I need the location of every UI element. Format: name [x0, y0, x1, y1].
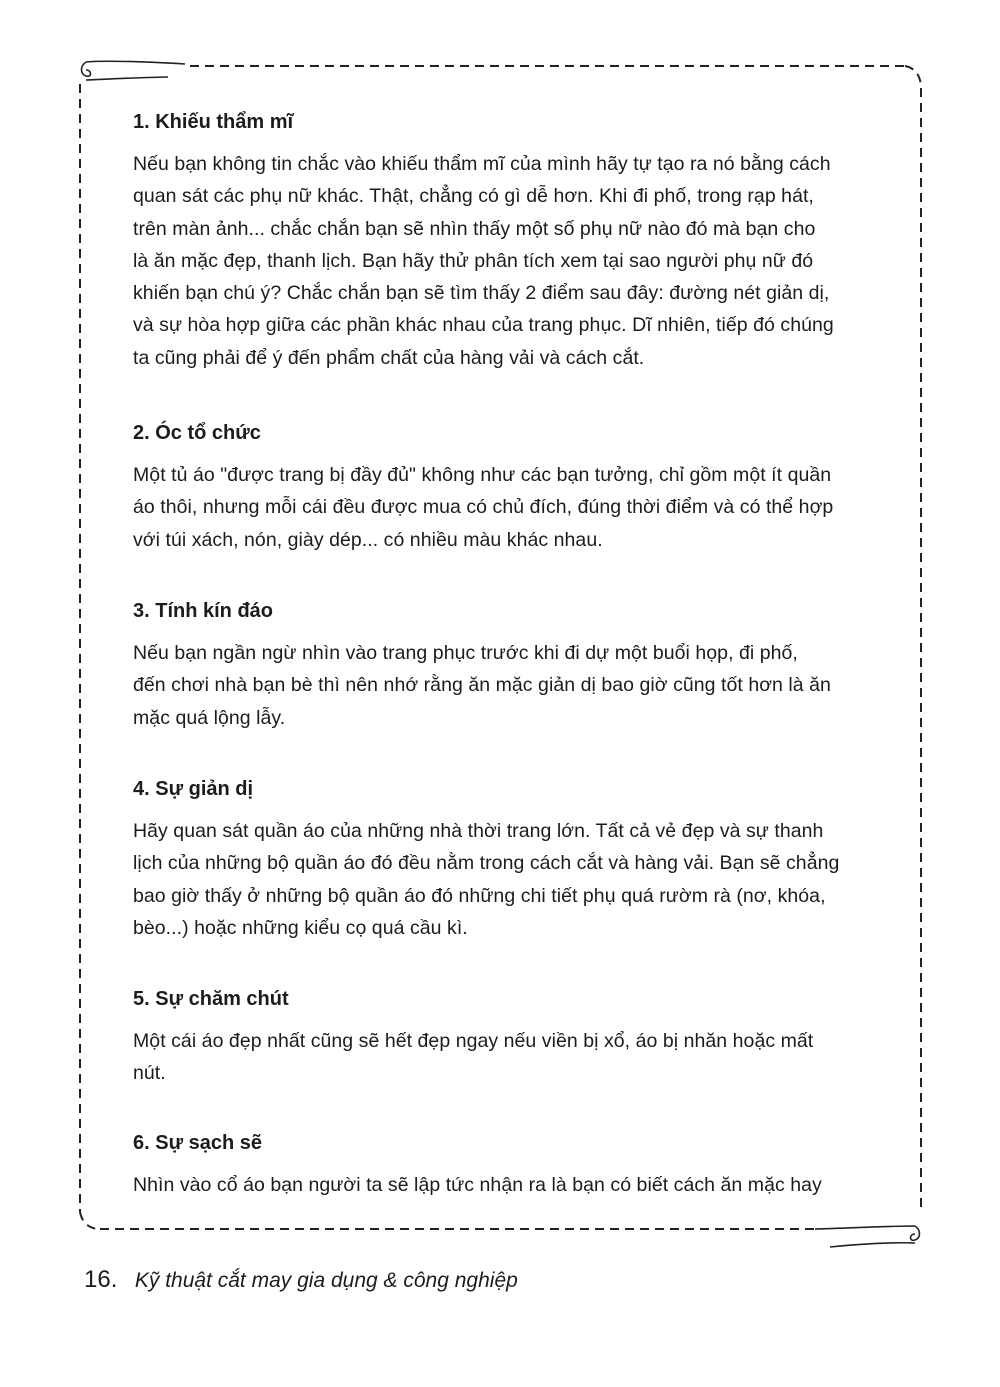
paragraph-line: Nhìn vào cổ áo bạn người ta sẽ lập tức nhận ra là bạn có biết cách ăn mặc hay: [133, 1174, 822, 1196]
paragraph-line: áo thôi, nhưng mỗi cái đều được mua có chủ đích, đúng thời điểm và có thể hợp: [133, 496, 834, 519]
paragraph-line: Một tủ áo "được trang bị đầy đủ" không như các bạn tưởng, chỉ gồm một ít quần: [133, 464, 832, 486]
section-paragraph: [133, 1025, 813, 1090]
frame-bottom-left-corner: [80, 1212, 98, 1229]
paragraph-line: là ăn mặc đẹp, thanh lịch. Bạn hãy thử phân tích xem tại sao người phụ nữ đó: [133, 249, 814, 272]
paragraph-line: mặc quá lộng lẫy.: [133, 706, 286, 729]
paragraph-line: nút.: [133, 1062, 166, 1085]
section-heading: 1. Khiếu thẩm mĩ: [133, 111, 294, 133]
section-heading: 2. Óc tổ chức: [133, 422, 261, 444]
paragraph-line: lịch của những bộ quần áo đó đều nằm trong cách cắt và hàng vải. Bạn sẽ chẳng: [133, 852, 840, 875]
page-number: 16.: [84, 1266, 118, 1293]
paragraph-line: Nếu bạn ngần ngừ nhìn vào trang phục trước khi đi dự một buổi họp, đi phố,: [133, 642, 798, 664]
section-paragraph: [133, 148, 834, 374]
section-heading: 6. Sự sạch sẽ: [133, 1132, 263, 1154]
paragraph-line: Hãy quan sát quần áo của những nhà thời trang lớn. Tất cả vẻ đẹp và sự thanh: [133, 820, 824, 842]
paragraph-line: quan sát các phụ nữ khác. Thật, chẳng có gì dễ hơn. Khi đi phố, trong rạp hát,: [133, 185, 814, 208]
book-title: Kỹ thuật cắt may gia dụng & công nghiệp: [134, 1269, 518, 1292]
section-su-cham-chut: [133, 985, 813, 1090]
paragraph-line: và sự hòa hợp giữa các phần khác nhau của trang phục. Dĩ nhiên, tiếp đó chúng: [133, 314, 834, 337]
section-heading: 5. Sự chăm chút: [133, 988, 289, 1010]
section-paragraph: [133, 815, 839, 944]
frame-top-left-ornament: [82, 61, 186, 80]
paragraph-line: khiến bạn chú ý? Chắc chắn bạn sẽ tìm thấy 2 điểm sau đây: đường nét giản dị,: [133, 282, 830, 305]
section-su-gian-di: [133, 775, 839, 944]
paragraph-line: Một cái áo đẹp nhất cũng sẽ hết đẹp ngay nếu viền bị xổ, áo bị nhăn hoặc mất: [133, 1030, 814, 1052]
section-su-sach-se: [133, 1129, 822, 1201]
paragraph-line: với túi xách, nón, giày dép... có nhiều màu khác nhau.: [133, 528, 603, 551]
section-oc-to-chuc: [133, 419, 833, 556]
section-heading: 3. Tính kín đáo: [133, 600, 274, 622]
section-tinh-kin-dao: [133, 597, 831, 734]
page-footer: [84, 1266, 518, 1294]
paragraph-line: đến chơi nhà bạn bè thì nên nhớ rằng ăn mặc giản dị bao giờ cũng tốt hơn là ăn: [133, 674, 831, 697]
section-paragraph: [133, 1169, 822, 1201]
frame-bottom-right-ornament: [815, 1226, 920, 1247]
section-khieu-tham-mi: [133, 108, 834, 374]
paragraph-line: bao giờ thấy ở những bộ quần áo đó những chi tiết phụ quá rườm rà (nơ, khóa,: [133, 884, 826, 907]
section-paragraph: [133, 459, 833, 556]
paragraph-line: bèo...) hoặc những kiểu cọ quá cầu kì.: [133, 916, 468, 939]
paragraph-line: ta cũng phải để ý đến phẩm chất của hàng vải và cách cắt.: [133, 346, 645, 369]
frame-top-right-corner: [905, 66, 921, 86]
section-paragraph: [133, 637, 831, 734]
paragraph-line: Nếu bạn không tin chắc vào khiếu thẩm mĩ của mình hãy tự tạo ra nó bằng cách: [133, 153, 831, 175]
paragraph-line: trên màn ảnh... chắc chắn bạn sẽ nhìn thấy một số phụ nữ nào đó mà bạn cho: [133, 217, 816, 240]
section-heading: 4. Sự giản dị: [133, 778, 254, 800]
